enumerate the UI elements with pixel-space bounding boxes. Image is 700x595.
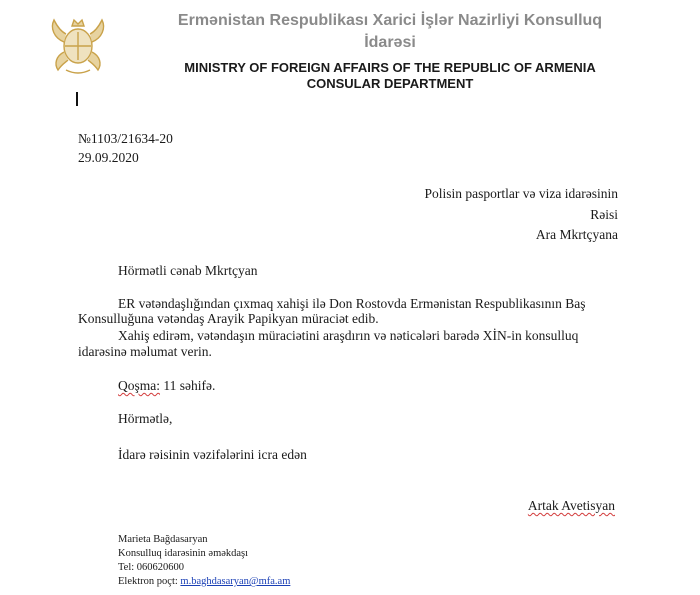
recipient-line2: Rəisi <box>590 207 618 222</box>
recipient-line3: Ara Mkrtçyana <box>535 227 618 242</box>
recipient-line1: Polisin pasportlar və viza idarəsinin <box>424 186 618 201</box>
contact-email-link[interactable]: m.baghdasaryan@mfa.am <box>180 576 291 587</box>
paragraph1-line2: Konsulluğuna vətəndaş Arayik Papikyan müraciət edib. <box>78 311 379 326</box>
header-title-az: Ermənistan Respublikası Xarici İşlər Nazirliyi Konsulluq İdarəsi <box>177 12 603 51</box>
contact-name: Marieta Bağdasaryan <box>118 534 208 545</box>
attachment-value: 11 səhifə. <box>163 378 216 393</box>
paragraph2-line2: idarəsinə məlumat verin. <box>78 344 212 359</box>
attachment-label: Qoşma: <box>118 378 160 393</box>
text-cursor <box>76 92 78 106</box>
contact-email-line <box>118 575 290 589</box>
document-number: №1103/21634-20 <box>78 131 173 146</box>
salutation: Hörmətli cənab Mkrtçyan <box>118 263 258 278</box>
contact-phone: Tel: 060620600 <box>118 562 185 573</box>
armenia-coat-of-arms-icon <box>44 12 112 78</box>
attachment-line <box>118 377 215 394</box>
document-date: 29.09.2020 <box>78 150 139 165</box>
paragraph1-line1: ER vətəndaşlığından çıxmaq xahişi ilə Don Rostovda Ermənistan Respublikasının Baş <box>118 296 586 311</box>
header-title-en-line2: CONSULAR DEPARTMENT <box>306 76 474 91</box>
signer-name-text: Artak Avetisyan <box>527 498 615 513</box>
contact-email-label: Elektron poçt: <box>118 576 178 587</box>
paragraph2-line1: Xahiş edirəm, vətəndaşın müraciətini araşdırın və nəticələri barədə XİN-in konsulluq <box>118 328 579 343</box>
contact-role: Konsulluq idarəsinin əməkdaşı <box>118 548 249 559</box>
signer-name <box>528 497 615 514</box>
header-title-en-line1: MINISTRY OF FOREIGN AFFAIRS OF THE REPUBLIC OF ARMENIA <box>184 60 596 75</box>
header-title-en <box>150 60 630 92</box>
signer-title: İdarə rəisinin vəzifələrini icra edən <box>118 447 307 462</box>
closing: Hörmətlə, <box>118 411 173 426</box>
